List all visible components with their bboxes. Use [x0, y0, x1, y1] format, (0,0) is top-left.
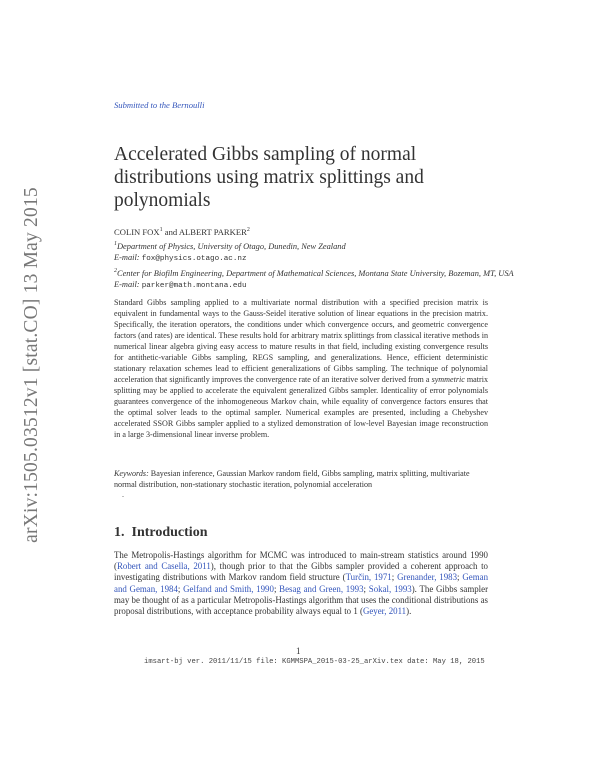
author-name: COLIN FOX	[114, 227, 160, 237]
page-number: 1	[296, 646, 301, 656]
affiliation-text: Center for Biofilm Engineering, Department of Mathematical Sciences, Montana State University, Bozeman, MT, USA	[117, 269, 514, 278]
section-title: Introduction	[131, 525, 208, 540]
citation-link[interactable]: Sokal, 1993	[368, 583, 412, 594]
body-text: The Metropolis-Hastings algorithm for MCMC was introduced to main-stream statistics around 1990 (	[114, 550, 488, 572]
author-name: ALBERT PARKER	[178, 227, 247, 237]
citation-link[interactable]: Gelfand and Smith, 1990	[183, 583, 274, 594]
body-text: ;	[391, 572, 398, 583]
author-conjunction: and	[162, 227, 179, 237]
abstract-emphasis: symmetric	[431, 375, 465, 385]
author-email[interactable]: parker@math.montana.edu	[141, 282, 247, 291]
author-line	[114, 227, 250, 237]
citation-link[interactable]: Besag and Green, 1993	[279, 583, 364, 594]
arxiv-sidebar-stamp	[14, 180, 50, 550]
section-number: 1.	[114, 525, 125, 540]
email-label: E-mail:	[114, 253, 142, 263]
affiliation-marker: 1	[159, 227, 163, 234]
body-text: ).	[406, 606, 412, 617]
body-text: ;	[457, 572, 463, 583]
introduction-paragraph	[114, 550, 488, 617]
body-text: ;	[273, 583, 280, 594]
affiliation-1	[114, 241, 514, 266]
affiliation-marker: 2	[114, 268, 117, 275]
citation-link[interactable]: Grenander, 1983	[397, 572, 458, 583]
citation-link[interactable]: Geyer, 2011	[362, 606, 407, 617]
abstract-text: matrix splitting may be applied to accelerate the equivalent generalized Gibbs sampler. Identicality of error polynomials guarantees convergence of the inhomogeneous Markov chain, while equality of convergence factors ensures that the optimal solver leads to the optimal sampler. Numerical examples are presented, including a Chebyshev accelerated SSOR Gibbs sampler applied to a stylized demonstration of low-level Bayesian image reconstruction in a large 3-dimensional linear inverse problem.	[114, 375, 489, 440]
arxiv-identifier: arXiv:1505.03512v1 [stat.CO] 13 May 2015	[21, 187, 42, 543]
author-email[interactable]: fox@physics.otago.ac.nz	[141, 255, 247, 264]
affiliation-marker: 2	[246, 227, 250, 234]
body-text: ;	[177, 583, 184, 594]
abstract-text: Standard Gibbs sampling applied to a multivariate normal distribution with a specified precision matrix is equivalent in fundamental ways to the Gauss-Seidel iterative solution of linear equations in the precision matrix. Specifically, the iteration operators, the conditions under which convergence occurs, and geometric convergence factors (and rates) are identical. These results hold for arbitrary matrix splittings from classical iterative methods in numerical linear algebra giving easy access to mature results in that field, including existing convergence results for antithetic-variable Gibbs sampling, REGS sampling, and generalizations. Hence, efficient deterministic stationary relaxation schemes lead to efficient generalizations of Gibbs sampling. The technique of polynomial acceleration that significantly improves the convergence rate of an iterative solver derived from a	[114, 298, 488, 385]
keywords	[114, 468, 488, 490]
citation-link[interactable]: Geman and Geman, 1984	[114, 572, 489, 594]
citation-link[interactable]: Robert and Casella, 2011	[116, 561, 211, 572]
body-text: ;	[363, 583, 369, 594]
affiliation-2	[114, 268, 514, 293]
abstract	[114, 297, 488, 440]
section-heading	[114, 525, 207, 541]
body-text: ), though prior to that the Gibbs sampler provided a coherent approach to investigating distributions with Markov random field structure (	[114, 561, 488, 583]
keywords-text: Bayesian inference, Gaussian Markov random field, Gibbs sampling, matrix splitting, multivariate normal distribution, non-stationary stochastic iteration, polynomial acceleration	[114, 469, 470, 489]
stray-dot: .	[122, 490, 124, 499]
affiliation-text: Department of Physics, University of Otago, Dunedin, New Zealand	[117, 242, 346, 251]
affiliation-marker: 1	[114, 241, 117, 248]
page-footer: imsart-bj ver. 2011/11/15 file: KGMMSPA_2015-03-25_arXiv.tex date: May 18, 2015	[144, 658, 485, 666]
body-text: ). The Gibbs sampler may be thought of as a particular Metropolis-Hastings algorithm that uses the conditional distributions as proposal distributions, with acceptance probability always equal to 1 (	[114, 583, 489, 617]
paper-title: Accelerated Gibbs sampling of normal distributions using matrix splittings and polynomials	[114, 144, 424, 211]
keywords-label: Keywords:	[114, 469, 149, 478]
venue-line[interactable]: Submitted to the Bernoulli	[114, 100, 205, 110]
email-label: E-mail:	[114, 280, 142, 290]
citation-link[interactable]: Turčin, 1971	[345, 572, 392, 583]
